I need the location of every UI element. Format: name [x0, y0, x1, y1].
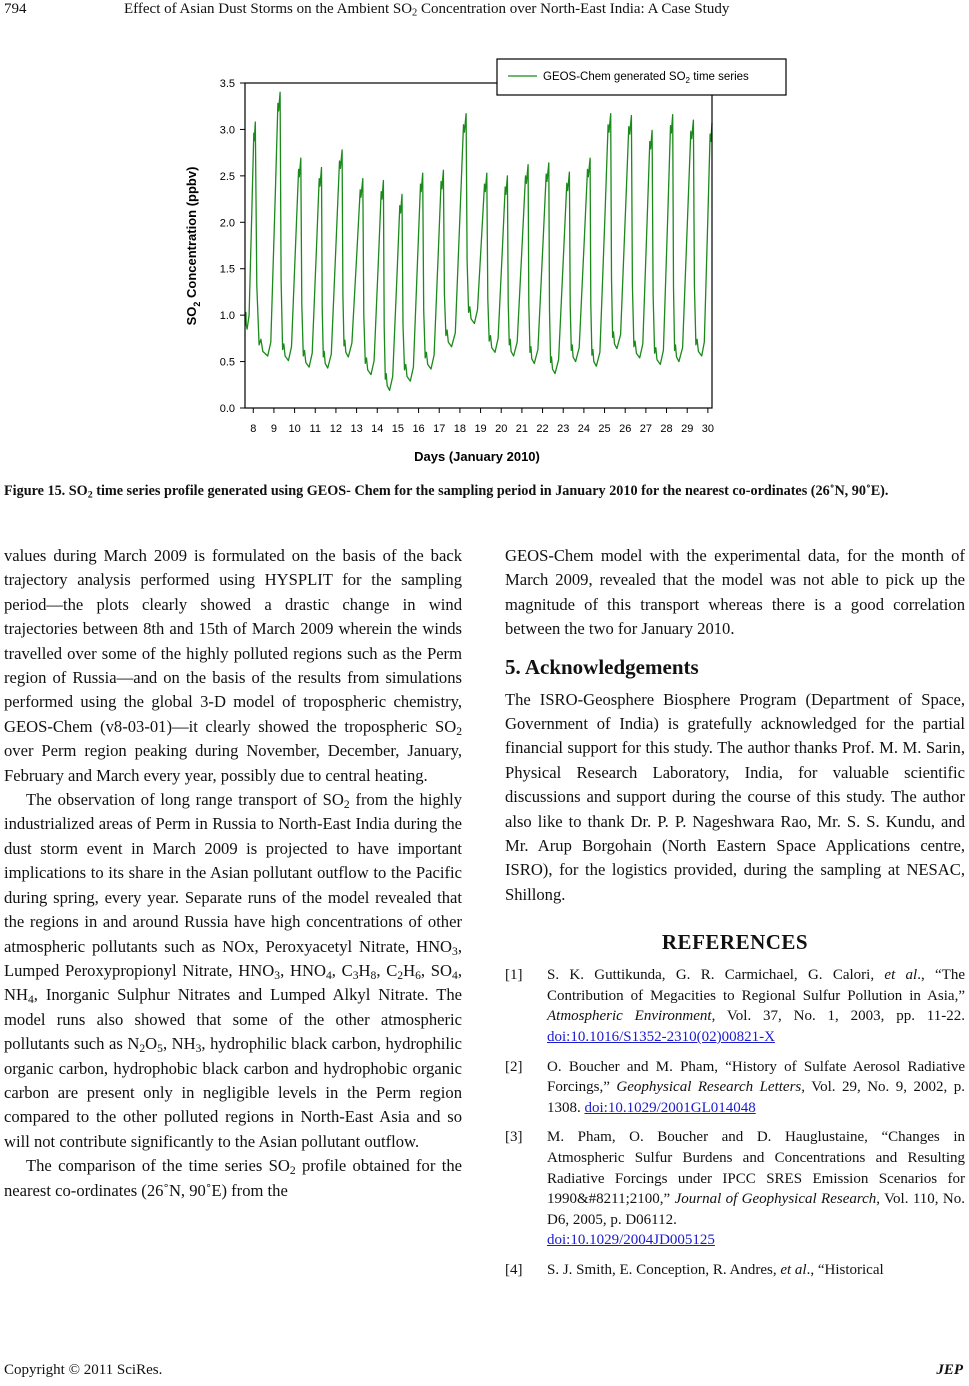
paragraph-1: values during March 2009 is formulated on the basis of the back trajectory analysis performed using HYSPLIT for the sampling period—the plots clearly showed a drastic change in wind trajectories between 8th and 15th of March 2009 wherein the winds travelled over some of the highly polluted regions such as the Perm region of Russia—and on the basis of the results from simulations performed using the global 3-D model of tropospheric chemistry, GEOS-Chem (v8-03-01)—it clearly showed the tropospheric $SO_2$ over Perm region peaking during November, December, January, February and March every year, possibly due to central heating.	[4, 546, 462, 785]
legend	[497, 59, 786, 95]
caption-text-end: time series profile generated using GEOS- Chem for the sampling period in January 2010 for the nearest co-ordinates (26˚N, 90˚E).	[92, 483, 889, 499]
svg-text:1.0: 1.0	[219, 310, 235, 323]
svg-text:23: 23	[557, 423, 570, 435]
caption-subscript: 2	[87, 489, 93, 501]
x-axis-ticks	[250, 408, 714, 435]
reference-item: [2] O. Boucher and M. Pham, “History of Sulfate Aerosol Radiative Forcings,” Geophysical Research Letters, Vol. 29, No. 9, 2002, p. 1308. doi:10.1029/2001GL014048	[505, 1058, 965, 1116]
title-subscript: 2	[412, 7, 418, 19]
reference-number: [4]	[505, 1262, 523, 1278]
svg-text:11: 11	[309, 423, 321, 435]
svg-text:0.0: 0.0	[219, 403, 235, 415]
svg-text:14: 14	[371, 423, 384, 435]
svg-text:27: 27	[639, 423, 653, 435]
doi-link[interactable]: doi:10.1029/2001GL014048	[584, 1099, 756, 1116]
svg-text:1.5: 1.5	[219, 263, 235, 276]
left-column	[4, 544, 462, 1203]
paragraph-continued: GEOS-Chem model with the experimental data, for the month of March 2009, revealed that the model was not able to pick up the magnitude of this transport whereas there is a good correlation between the two for January 2010.	[505, 546, 965, 639]
x-axis-label: Days (January 2010)	[414, 449, 540, 464]
svg-text:12: 12	[329, 423, 343, 435]
svg-text:24: 24	[577, 423, 591, 435]
svg-text:3.5: 3.5	[219, 78, 235, 90]
svg-text:9: 9	[270, 423, 277, 435]
reference-number: [2]	[505, 1058, 523, 1075]
svg-text:13: 13	[350, 423, 363, 435]
svg-text:16: 16	[412, 423, 425, 435]
svg-text:28: 28	[660, 423, 673, 435]
reference-item: [1] S. K. Guttikunda, G. R. Carmichael, G. Calori, et al., “The Contribution of Megacities to Regional Sulfur Pollution in Asia,” Atmospheric Environment, Vol. 37, No. 1, 2003, pp. 11-22. doi:10.1016/S1352-2310(02)00821-X	[505, 967, 966, 1046]
figure-15-chart	[0, 40, 969, 470]
reference-item: [4] S. J. Smith, E. Conception, R. Andres, et al., “Historical	[505, 1260, 965, 1281]
so2-series-line	[245, 92, 712, 390]
reference-number: [1]	[505, 967, 523, 984]
svg-text:29: 29	[681, 423, 694, 435]
legend-label: GEOS-Chem generated $SO_2$ time series	[543, 71, 749, 85]
section-heading-acknowledgements: 5. Acknowledgements	[505, 654, 699, 679]
svg-text:19: 19	[474, 423, 487, 435]
y-axis-label: $SO_2$ Concentration (ppbv)	[184, 166, 202, 326]
svg-text:26: 26	[619, 423, 632, 435]
copyright-text: Copyright © 2011 SciRes.	[4, 1362, 163, 1378]
svg-text:3.0: 3.0	[219, 124, 235, 137]
title-text-end: Concentration over North-East India: A Case Study	[417, 1, 730, 17]
doi-link[interactable]: doi:10.1016/S1352-2310(02)00821-X	[547, 1029, 775, 1046]
svg-text:10: 10	[288, 423, 301, 435]
svg-text:30: 30	[701, 423, 714, 435]
right-column	[505, 544, 965, 1290]
svg-text:25: 25	[598, 423, 611, 435]
running-title	[124, 1, 729, 18]
svg-text:15: 15	[391, 423, 405, 435]
doi-link[interactable]: doi:10.1029/2004JD005125	[547, 1232, 715, 1249]
svg-text:22: 22	[536, 423, 549, 435]
journal-abbrev: JEP	[936, 1362, 963, 1378]
svg-text:2.5: 2.5	[219, 170, 235, 183]
acknowledgements-text: The ISRO-Geosphere Biosphere Program (Department of Space, Government of India) is gratefully acknowledged for the partial financial support for this study. The author thanks Prof. M. M. Sarin, Physical Research Laboratory, India, for valuable scientific discussions and support during the course of this study. The author also like to thank Dr. P. P. Nageshwara Rao, Mr. S. S. Kundu, and Mr. Arup Borgohain (North Eastern Space Applications centre, ISRO), for the logistics provided, during the sampling at NESAC, Shillong.	[505, 689, 965, 904]
svg-text:18: 18	[453, 423, 467, 435]
caption-label: Figure 15.	[4, 483, 66, 499]
running-header	[0, 0, 969, 22]
svg-text:20: 20	[495, 423, 508, 435]
svg-text:17: 17	[433, 423, 446, 435]
figure-caption	[4, 481, 965, 502]
y-axis-ticks	[220, 78, 245, 415]
title-text: Effect of Asian Dust Storms on the Ambient SO	[124, 1, 413, 17]
reference-number: [3]	[505, 1129, 523, 1146]
plot-frame	[245, 83, 712, 408]
references-heading: REFERENCES	[661, 930, 809, 955]
reference-item: [3] M. Pham, O. Boucher and D. Hauglustaine, “Changes in Atmospheric Sulfur Burdens and Concentrations and Resulting Radiative Forcings under IPCC SRES Emission Scenarios for 1990&#8211;2100,” Journal of Geophysical Research, Vol. 110, No. D6, 2005, p. D06112. doi:10.1029/2004JD005125	[505, 1129, 966, 1249]
caption-text: SO	[65, 483, 88, 499]
svg-text:2.0: 2.0	[219, 217, 235, 230]
paragraph-3: The comparison of the time series $SO_2$ profile obtained for the nearest co-ordinates (26˚N, 90˚E) from the	[4, 1156, 462, 1200]
paragraph-2: The observation of long range transport of $SO_2$ from the highly industrialized areas of Perm in Russia to North-East India during the dust storm event in March 2009 is projected to have important implications to its share in the Asian pollutant outflow to the Pacific during spring, every year. Separate runs of the model revealed that the regions in and around Russia have high concentrations of other atmospheric pollutants such as NOx, Peroxyacetyl Nitrate, $HNO_3$, Lumped Peroxypropionyl Nitrate, $HNO_3$, $HNO_4$, $C_3H_8$, $C_2H_6$, $SO_4$, $NH_4$, Inorganic Sulphur Nitrates and Lumped Alkyl Nitrate. The model runs also showed that some of the other atmospheric pollutants such as $N_2O_5$, $NH_3$, hydrophilic black carbon, hydrophilic organic carbon, hydrophobic black carbon and hydrophobic organic carbon are present only in negligible levels in the Perm region compared to the other polluted regions in North-East Asia and so will not contribute significantly to the Asian pollutant outflow.	[4, 790, 463, 1151]
so2-time-series-plot	[0, 40, 969, 470]
svg-text:8: 8	[250, 423, 257, 435]
svg-text:0.5: 0.5	[219, 356, 235, 369]
svg-text:21: 21	[515, 423, 529, 435]
page-number: 794	[4, 1, 27, 17]
